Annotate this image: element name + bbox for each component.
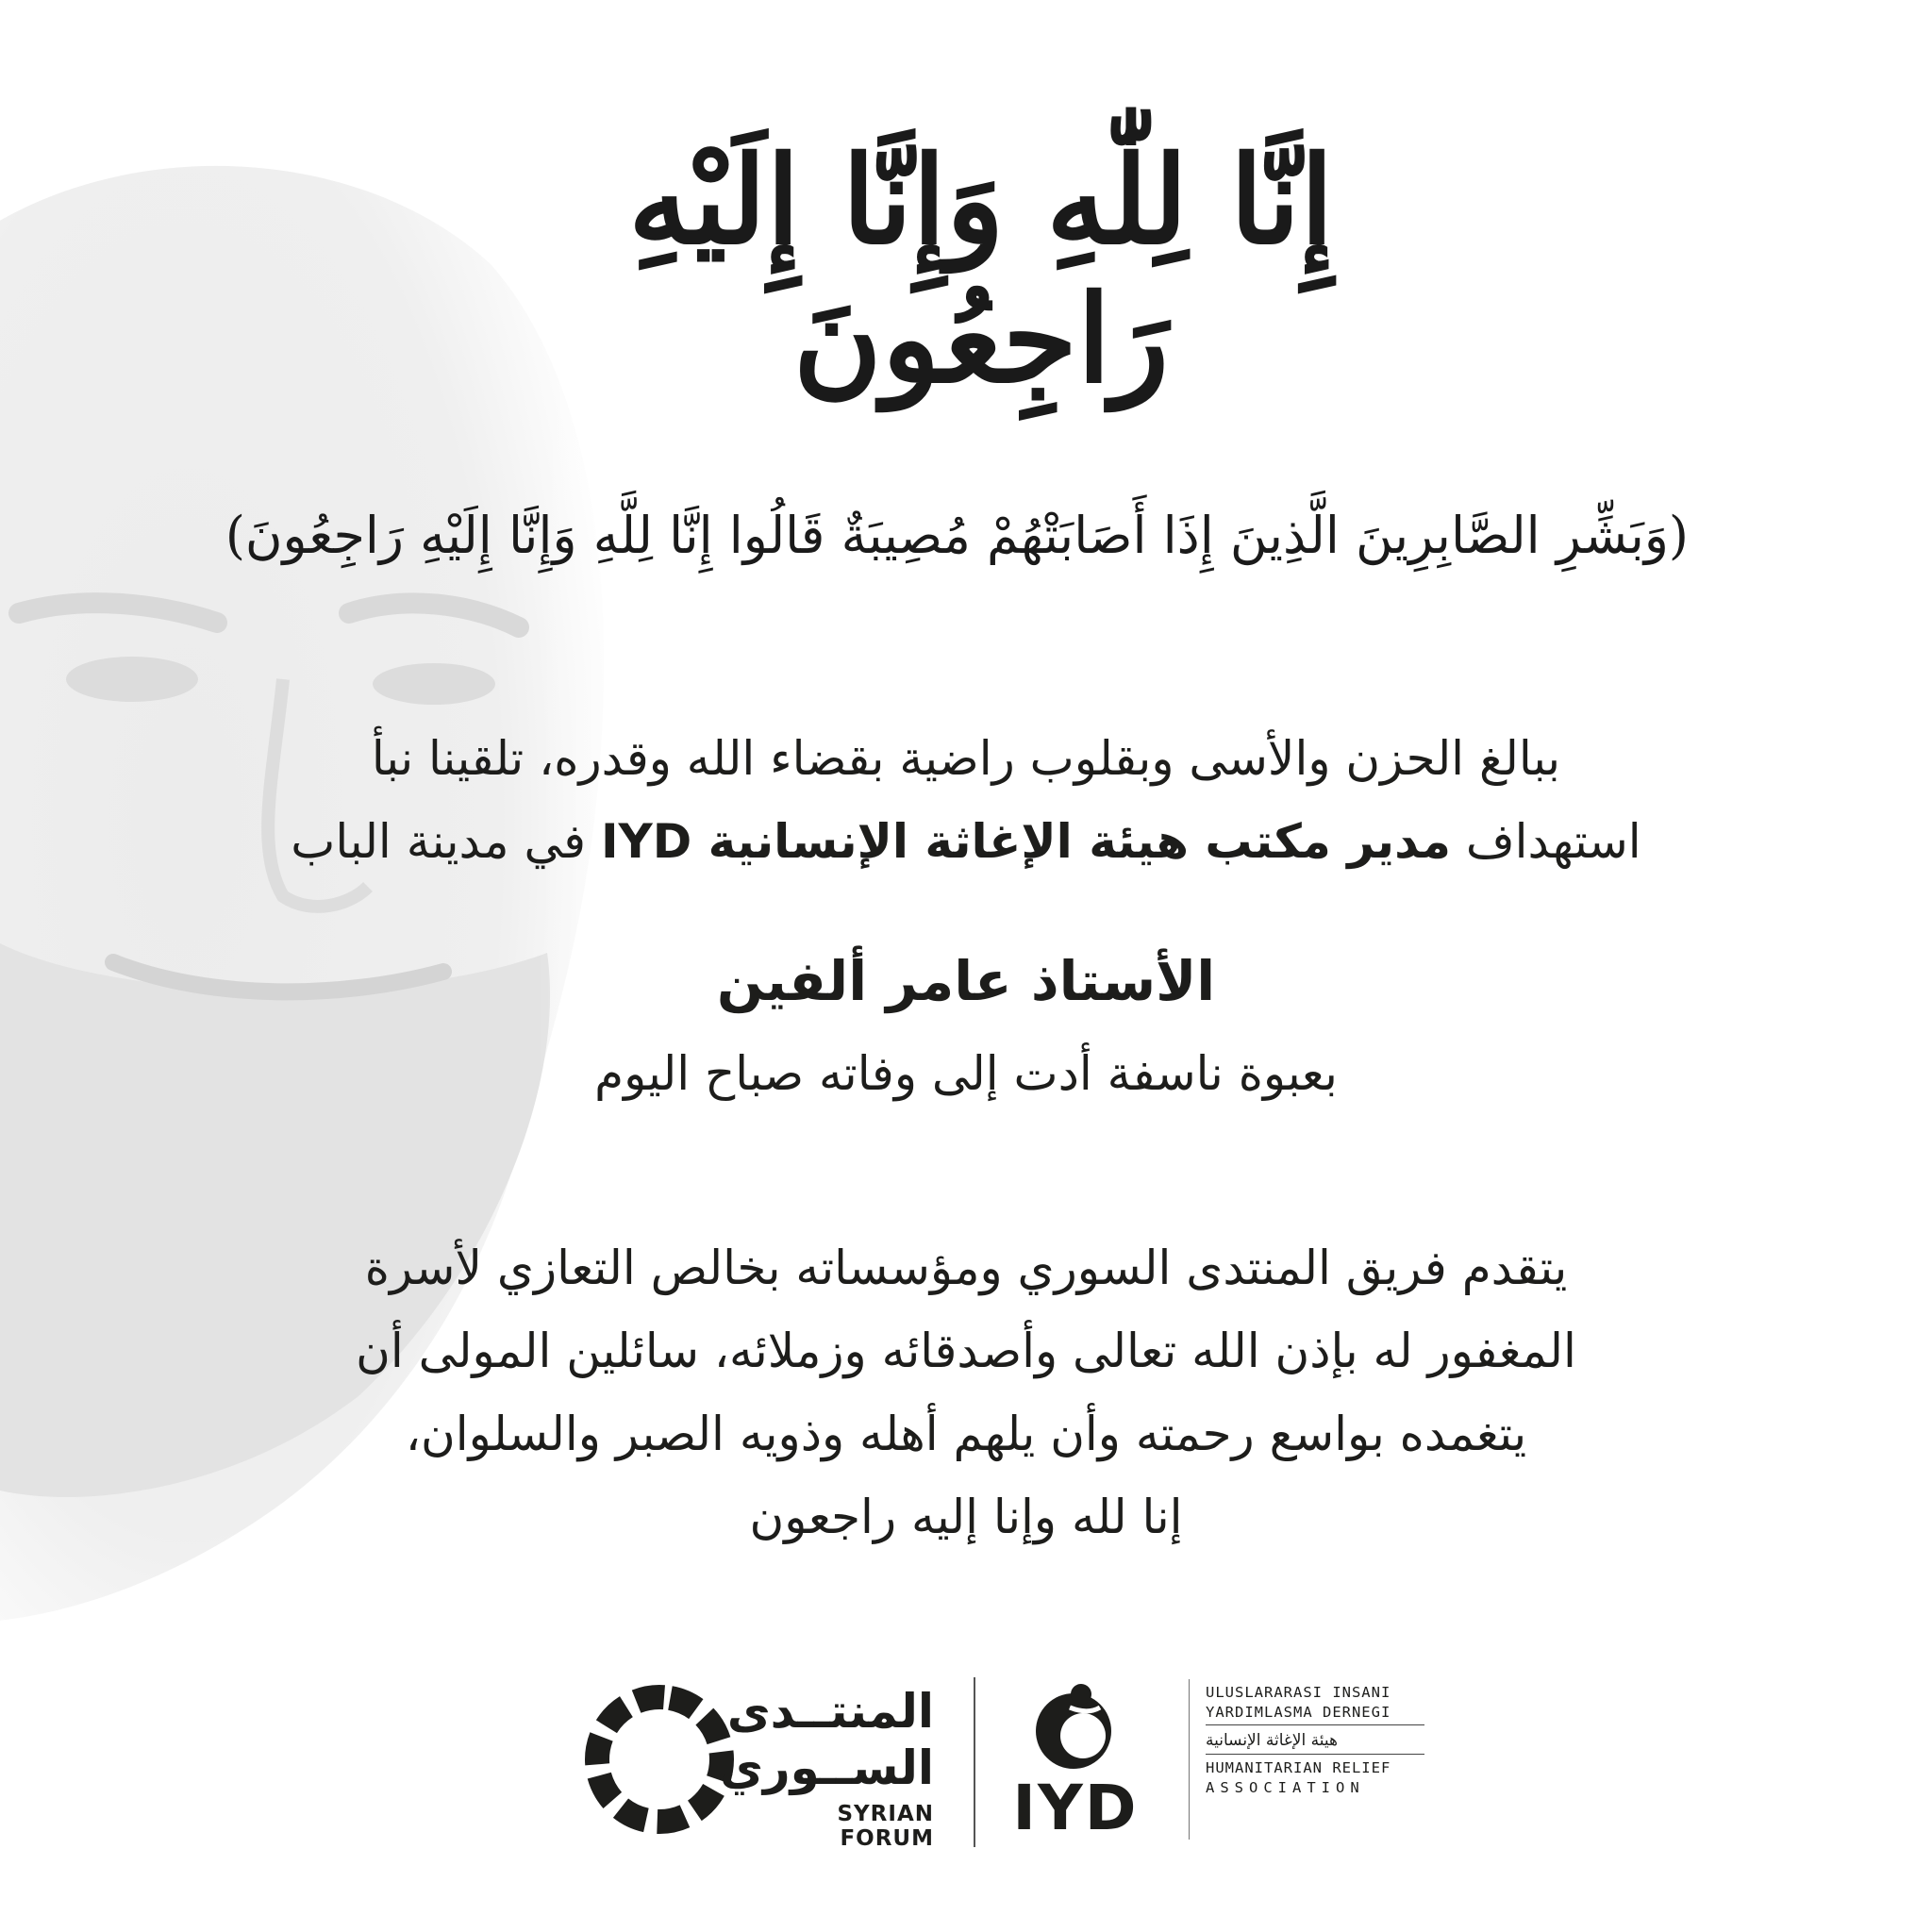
deceased-name: الأستاذ عامر ألفين — [716, 949, 1216, 1013]
syrian-forum-ar-line-1: المنتــدى — [726, 1684, 934, 1739]
association-arabic: هيئة الإغاثة الإنسانية — [1206, 1731, 1338, 1750]
condolence-line-4: إنا لله وإنا إليه راجعون — [749, 1490, 1183, 1544]
deceased-position: مدير مكتب هيئة الإغاثة الإنسانية IYD — [600, 814, 1451, 869]
syrian-forum-english-name: SYRIAN FORUM — [837, 1802, 934, 1851]
announcement-line-2-pre: استهداف — [1465, 814, 1641, 869]
association-name-block — [1206, 1683, 1451, 1798]
association-line-2: YARDIMLASMA DERNEGI — [1206, 1704, 1391, 1721]
announcement-line-1: ببالغ الحزن والأسى وبقلوب راضية بقضاء الله وقدره، تلقينا نبأ — [371, 731, 1561, 786]
logo-divider-thin — [1189, 1679, 1190, 1840]
condolence-line-1: يتقدم فريق المنتدى السوري ومؤسساته بخالص التعازي لأسرة — [364, 1241, 1568, 1295]
association-line-4: ASSOCIATION — [1206, 1779, 1365, 1796]
association-line-3: HUMANITARIAN RELIEF — [1206, 1759, 1391, 1776]
association-rule — [1206, 1724, 1424, 1725]
condolence-line-3: يتغمده بواسع رحمته وأن يلهم أهله وذويه الصبر والسلوان، — [405, 1407, 1527, 1461]
calligraphy-heading: إِنَّا لِلّٰهِ وَإِنَّا إِلَيْهِ رَاجِعُونَ — [628, 130, 1334, 411]
announcement-line-2-post: في مدينة الباب — [291, 814, 587, 869]
iyd-figure-icon — [1024, 1679, 1128, 1774]
association-rule-2 — [1206, 1754, 1424, 1755]
logo-divider — [974, 1677, 975, 1847]
iyd-wordmark: IYD — [1012, 1772, 1139, 1844]
association-line-1: ULUSLARARASI INSANI — [1206, 1684, 1391, 1701]
quran-verse: (وَبَشِّرِ الصَّابِرِينَ الَّذِينَ إِذَا أَصَابَتْهُمْ مُصِيبَةٌ قَالُوا إِنَّا لِلَّهِ وَإِنَّا إِلَيْهِ رَاجِعُونَ) — [225, 506, 1689, 565]
segmented-ring-icon — [579, 1679, 740, 1840]
announcement-line-2 — [189, 800, 1743, 883]
logo-bar — [566, 1670, 1509, 1858]
announcement-paragraph — [189, 717, 1743, 883]
condolence-paragraph — [189, 1226, 1743, 1558]
syrian-forum-ar-line-2: الســوري — [720, 1740, 934, 1795]
cause-of-death: بعبوة ناسفة أدت إلى وفاته صباح اليوم — [594, 1046, 1338, 1101]
condolence-line-2: المغفور له بإذن الله تعالى وأصدقائه وزملائه، سائلين المولى أن — [356, 1324, 1576, 1378]
syrian-forum-arabic-name — [720, 1683, 934, 1796]
